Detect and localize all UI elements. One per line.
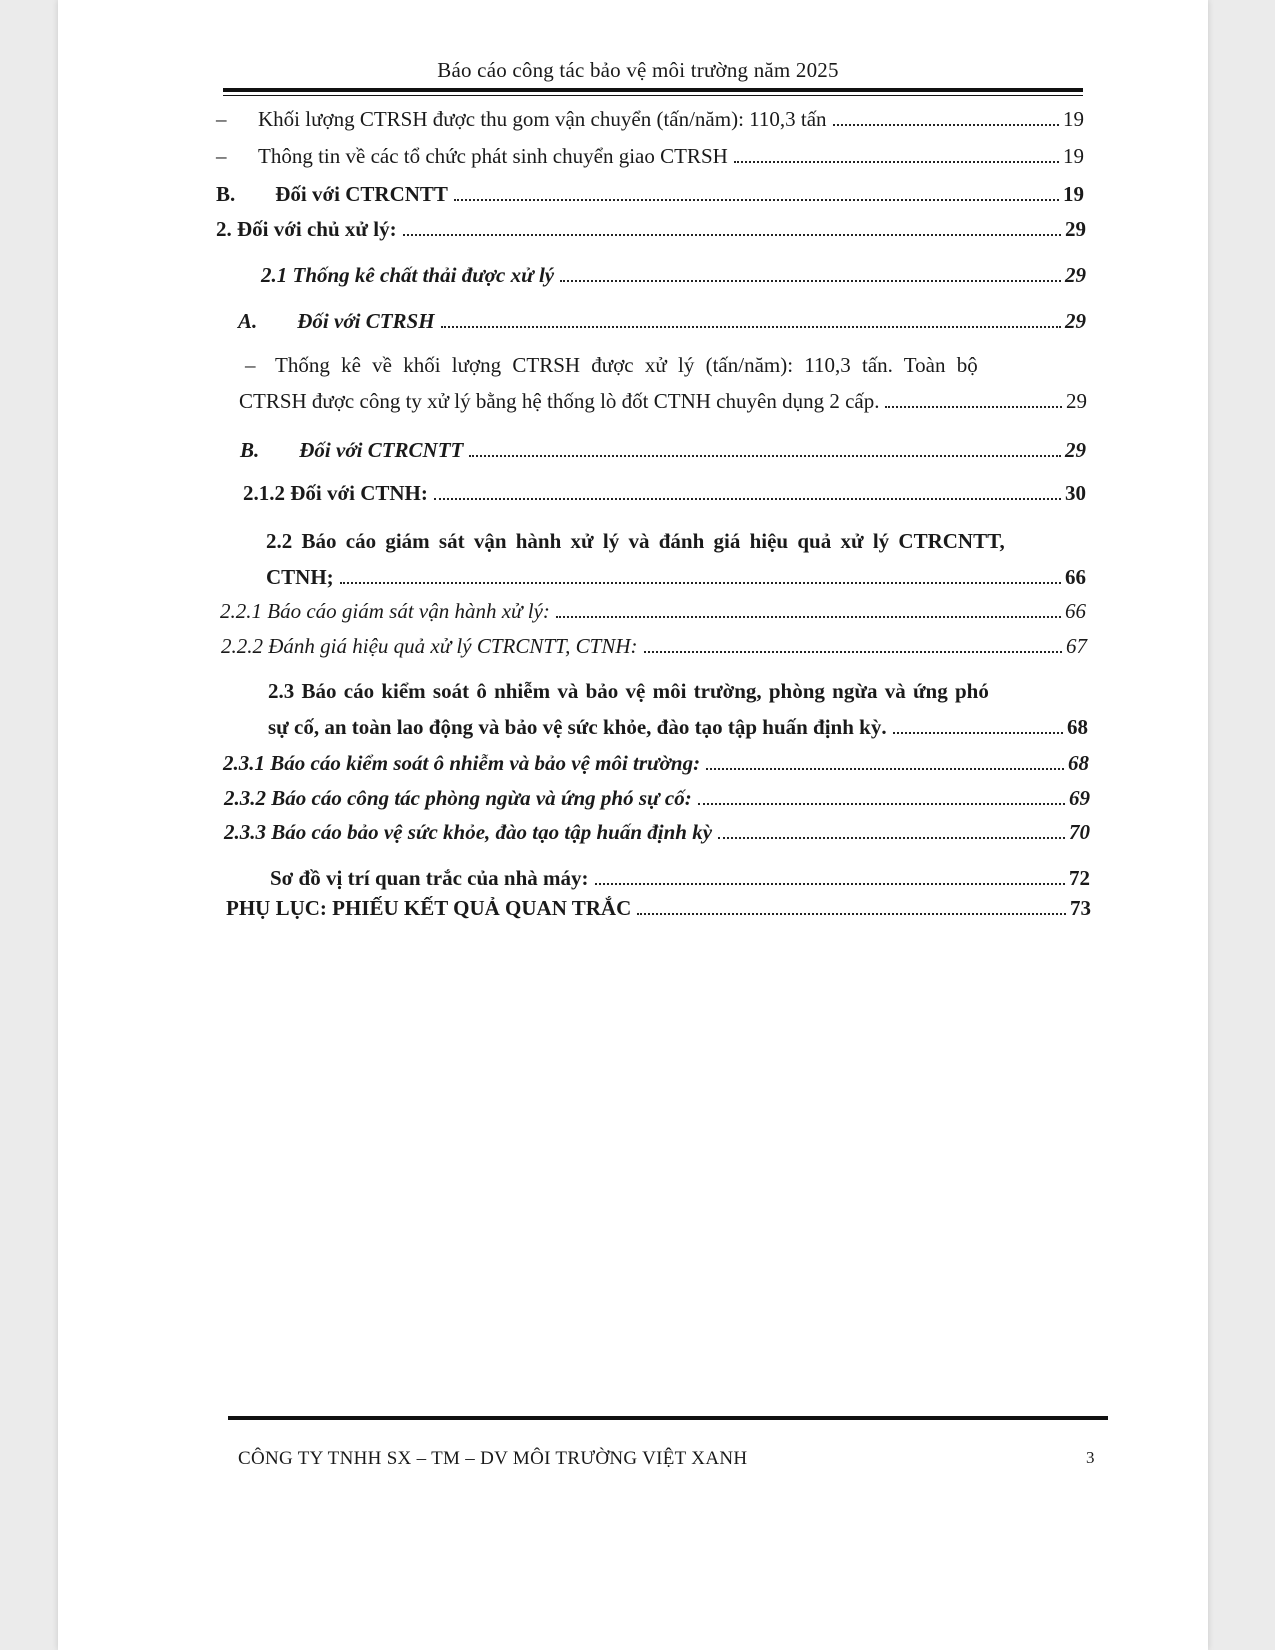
toc-page-number: 29: [1065, 217, 1086, 241]
toc-entry[interactable]: [226, 895, 1091, 921]
toc-page-number: 69: [1069, 786, 1090, 810]
toc-leader: [637, 913, 1066, 915]
toc-entry[interactable]: [223, 750, 1089, 776]
toc-leader: [595, 883, 1066, 885]
toc-page-number: 67: [1066, 634, 1087, 658]
toc-entry[interactable]: [216, 181, 1084, 207]
toc-entry-text: 2.3.2 Báo cáo công tác phòng ngừa và ứng phó sự cố:: [224, 786, 692, 810]
toc-entry-text: Đối với CTRCNTT: [275, 182, 448, 206]
toc-page-number: 73: [1070, 896, 1091, 920]
toc-leader: [718, 837, 1065, 839]
toc-entry-label: A.: [238, 309, 258, 333]
toc-entry-line2[interactable]: [268, 714, 1088, 740]
footer-rule: [228, 1416, 1108, 1420]
toc-entry[interactable]: [243, 480, 1086, 506]
toc-entry-label: B.: [240, 438, 260, 462]
toc-leader: [706, 768, 1064, 770]
toc-entry-text: 2.3.1 Báo cáo kiểm soát ô nhiễm và bảo vệ môi trường:: [223, 751, 701, 775]
toc-entry[interactable]: [221, 633, 1087, 659]
toc-page-number: 70: [1069, 820, 1090, 844]
toc-entry[interactable]: [240, 437, 1086, 463]
toc-leader: [469, 455, 1061, 457]
toc-entry-text: 2.2.1 Báo cáo giám sát vận hành xử lý:: [220, 599, 550, 623]
toc-page-number: 19: [1063, 182, 1084, 206]
toc-entry-text: 2.2.2 Đánh giá hiệu quả xử lý CTRCNTT, CTNH:: [221, 634, 638, 658]
toc-entry-text: CTNH;: [266, 565, 334, 589]
toc-page-number: 68: [1067, 715, 1088, 739]
header-rule-thick: [223, 88, 1083, 92]
toc-leader: [885, 406, 1062, 408]
toc-entry-line2[interactable]: [266, 564, 1086, 590]
toc-page-number: 29: [1065, 309, 1086, 333]
toc-page-number: 19: [1063, 144, 1084, 168]
toc-page-number: 72: [1069, 866, 1090, 890]
toc-page-number: 68: [1068, 751, 1089, 775]
footer-page-number: 3: [1086, 1448, 1095, 1467]
toc-entry[interactable]: [224, 785, 1090, 811]
toc-leader: [434, 498, 1061, 500]
toc-leader: [556, 616, 1061, 618]
toc-leader: [644, 651, 1062, 653]
toc-entry[interactable]: [216, 143, 1084, 169]
toc-entry-label: B.: [216, 182, 236, 206]
toc-entry-text: sự cố, an toàn lao động và bảo vệ sức khỏe, đào tạo tập huấn định kỳ.: [268, 715, 887, 739]
toc-entry-line1[interactable]: [266, 528, 1086, 554]
toc-page-number: 19: [1063, 107, 1084, 131]
toc-entry[interactable]: [220, 598, 1086, 624]
toc-entry-text: Đối với CTRCNTT: [299, 438, 464, 462]
toc-page-number: 30: [1065, 481, 1086, 505]
toc-bullet: –: [245, 353, 256, 377]
toc-entry-text: 2.1.2 Đối với CTNH:: [243, 481, 428, 505]
toc-entry[interactable]: [216, 106, 1084, 132]
toc-leader: [734, 161, 1059, 163]
header-title: Báo cáo công tác bảo vệ môi trường năm 2025: [437, 58, 839, 82]
toc-entry-text: PHỤ LỤC: PHIẾU KẾT QUẢ QUAN TRẮC: [226, 896, 632, 920]
toc-entry[interactable]: [224, 819, 1090, 845]
toc-entry-text: Đối với CTRSH: [297, 309, 435, 333]
document-page: [58, 0, 1208, 1650]
footer-company-name: CÔNG TY TNHH SX – TM – DV MÔI TRƯỜNG VIỆT XANH: [238, 1448, 748, 1469]
toc-entry-line1[interactable]: [245, 352, 1083, 378]
toc-leader: [833, 124, 1059, 126]
toc-entry-text: Sơ đồ vị trí quan trắc của nhà máy:: [270, 866, 589, 890]
toc-leader: [340, 582, 1061, 584]
toc-leader: [403, 234, 1061, 236]
toc-entry-text: Thống kê về khối lượng CTRSH được xử lý (tấn/năm): 110,3 tấn. Toàn bộ: [275, 353, 978, 377]
toc-bullet: –: [216, 107, 227, 131]
toc-leader: [454, 199, 1059, 201]
toc-entry-text: 2.3.3 Báo cáo bảo vệ sức khỏe, đào tạo tập huấn định kỳ: [224, 820, 713, 844]
toc-entry[interactable]: [238, 308, 1086, 334]
header-rule-thin: [223, 95, 1083, 96]
toc-leader: [698, 803, 1065, 805]
toc-entry-text: 2.3 Báo cáo kiểm soát ô nhiễm và bảo vệ môi trường, phòng ngừa và ứng phó: [268, 679, 989, 703]
toc-page-number: 29: [1066, 389, 1087, 413]
toc-entry[interactable]: [261, 262, 1086, 288]
toc-entry[interactable]: [216, 216, 1086, 242]
toc-page-number: 66: [1065, 599, 1086, 623]
toc-entry-text: Khối lượng CTRSH được thu gom vận chuyển (tấn/năm): 110,3 tấn: [258, 107, 827, 131]
toc-entry[interactable]: [270, 865, 1090, 891]
toc-bullet: –: [216, 144, 227, 168]
toc-leader: [893, 732, 1063, 734]
toc-leader: [560, 280, 1061, 282]
toc-entry-text: CTRSH được công ty xử lý bằng hệ thống lò đốt CTNH chuyên dụng 2 cấp.: [239, 389, 880, 413]
toc-entry-text: 2. Đối với chủ xử lý:: [216, 217, 397, 241]
toc-entry-line2[interactable]: [239, 388, 1087, 414]
toc-page-number: 66: [1065, 565, 1086, 589]
toc-entry-text: 2.2 Báo cáo giám sát vận hành xử lý và đánh giá hiệu quả xử lý CTRCNTT,: [266, 529, 1005, 553]
toc-leader: [441, 326, 1061, 328]
toc-entry-line1[interactable]: [268, 678, 1088, 704]
toc-page-number: 29: [1065, 438, 1086, 462]
toc-entry-text: 2.1 Thống kê chất thải được xử lý: [261, 263, 555, 287]
toc-page-number: 29: [1065, 263, 1086, 287]
toc-entry-text: Thông tin về các tổ chức phát sinh chuyển giao CTRSH: [258, 144, 728, 168]
